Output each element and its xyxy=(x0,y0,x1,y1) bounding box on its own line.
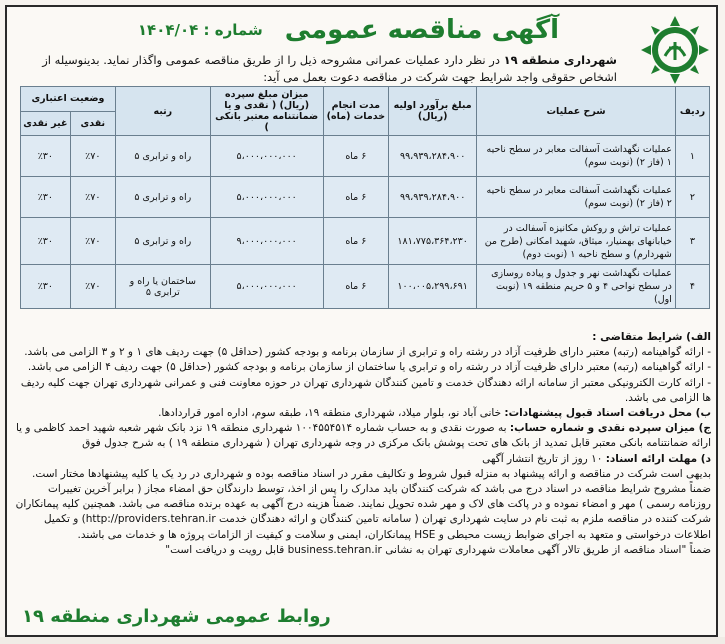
business-link[interactable]: business.tehran.ir xyxy=(287,543,382,556)
title-row xyxy=(80,10,617,50)
section-c-heading: ج) میزان سپرده نقدی و شماره حساب: xyxy=(509,422,711,435)
main-paragraph xyxy=(14,467,711,543)
section-b-text: خانی آباد نو، بلوار میلاد، شهرداری منطقه ۱۹، طبقه سوم، اداره امور قراردادها. xyxy=(158,407,505,420)
cell-deposit: ۵،۰۰۰،۰۰۰،۰۰۰ xyxy=(210,136,323,177)
cell-row-no: ۴ xyxy=(675,265,709,309)
cell-description: عملیات نگهداشت آسفالت معابر در سطح ناحیه ۲ (فاز ۲) (نوبت سوم) xyxy=(477,177,676,218)
ad-number: شماره : ۱۴۰۴/۰۴ xyxy=(137,21,263,39)
cell-rank: ساختمان یا راه و ترابری ۵ xyxy=(115,265,210,309)
tender-table xyxy=(20,86,710,309)
providers-link[interactable]: http://providers.tehran.ir xyxy=(85,513,216,526)
cell-rank: راه و ترابری ۵ xyxy=(115,218,210,265)
table-row xyxy=(21,177,710,218)
section-d-text: ۱۰ روز از تاریخ انتشار آگهی xyxy=(482,452,606,465)
section-a-item: - ارائه کارت الکترونیکی معتبر از سامانه ارائه دهندگان خدمت و تامین کنندگان شهرداری تهران در حوزه معاونت فنی و عمرانی شهرداری تهران جهت کلیه ردیف ها الزامی می باشد. xyxy=(20,376,711,404)
cell-deposit: ۵،۰۰۰،۰۰۰،۰۰۰ xyxy=(210,265,323,309)
cell-rank: راه و ترابری ۵ xyxy=(115,177,210,218)
tehran-municipality-logo-icon xyxy=(639,14,711,86)
cell-cash: ٪۷۰ xyxy=(70,265,115,309)
header-cash: نقدی xyxy=(70,111,115,136)
header-row-no: ردیف xyxy=(675,87,709,136)
cell-estimate: ۹۹،۹۳۹،۲۸۴،۹۰۰ xyxy=(389,177,477,218)
cell-deposit: ۵،۰۰۰،۰۰۰،۰۰۰ xyxy=(210,177,323,218)
section-d xyxy=(14,452,711,467)
section-a-item: - ارائه گواهینامه (رتبه) معتبر دارای ظرفیت آزاد در رشته راه و ترابری یا ساختمان از سازمان برنامه و بودجه کشور (حداقل ۵) جهت ردیف ۴ الزامی می باشد. xyxy=(27,361,711,374)
section-b-heading: ب) محل دریافت اسناد قبول پیشنهادات: xyxy=(504,407,711,420)
bottom-band xyxy=(0,637,725,644)
cell-non-cash: ٪۳۰ xyxy=(21,265,71,309)
cell-non-cash: ٪۳۰ xyxy=(21,136,71,177)
cell-row-no: ۱ xyxy=(675,136,709,177)
section-d-heading: د) مهلت ارائه اسناد: xyxy=(605,452,711,465)
cell-description: عملیات نگهداشت آسفالت معابر در سطح ناحیه ۱ (فاز ۲) (نوبت سوم) xyxy=(477,136,676,177)
cell-duration: ۶ ماه xyxy=(323,218,388,265)
last-paragraph xyxy=(14,543,711,558)
intro-paragraph xyxy=(16,52,617,86)
cell-description: عملیات تراش و روکش مکانیزه آسفالت در خیابانهای بهمنیار، میثاق، شهید امکانی (طرح من شهردارم) و سطح ناحیه ۱ (نوبت دوم) xyxy=(477,218,676,265)
cell-description: عملیات نگهداشت نهر و جدول و پیاده روسازی در سطح نواحی ۴ و ۵ حریم منطقه ۱۹ (نوبت اول) xyxy=(477,265,676,309)
section-a-item: - ارائه گواهینامه (رتبه) معتبر دارای ظرفیت آزاد در رشته راه و ترابری از سازمان برنامه و بودجه کشور (حداقل ۵) جهت ردیف های ۱ و ۲ و ۳ الزامی می باشد. xyxy=(24,346,711,359)
cell-cash: ٪۷۰ xyxy=(70,218,115,265)
public-relations-signature: روابط عمومی شهرداری منطقه ۱۹ xyxy=(22,606,331,627)
header-deposit: میزان مبلغ سپرده (ریال) ( نقدی و یا ضمانتنامه معتبر بانکی ) xyxy=(210,87,323,136)
section-c-text: به صورت نقدی و به حساب شماره ۱۰۰۴۵۵۴۵۱۴ شهرداری منطقه ۱۹ نزد بانک شهر شعبه شهید احمد کاظمی و یا ارائه ضمانتنامه بانکی معتبر قابل تمدید از بانک های تحت پوشش بانک مرکزی در وجه شهرداری تهران ( شهرداری منطقه ۱۹ ) به شرح جدول فوق xyxy=(15,422,711,450)
intro-text: در نظر دارد عملیات عمرانی مشروحه ذیل را از طریق مناقصه عمومی واگذار نماید. بدینوسیله از اشخاص حقوقی واجد شرایط جهت شرکت در مناقصه دعوت بعمل می آید: xyxy=(42,53,617,84)
header-duration: مدت انجام خدمات (ماه) xyxy=(323,87,388,136)
main-paragraph-end: ) و تکمیل اطلاعات درخواستی و متعهد به اجرای ضوابط زیست محیطی و HSE پیمانکاران، ایمنی و سلامت و کیفیت از الزامات پروژه ها و خدمات می باشند. xyxy=(43,513,711,541)
header-rank: رتبه xyxy=(115,87,210,136)
cell-row-no: ۲ xyxy=(675,177,709,218)
last-suffix: قابل رویت و دریافت است" xyxy=(165,543,288,556)
cell-estimate: ۱۸۱،۷۷۵،۳۶۴،۲۳۰ xyxy=(389,218,477,265)
section-a-heading: الف) شرایط متقاضی : xyxy=(592,331,711,343)
cell-row-no: ۳ xyxy=(675,218,709,265)
cell-rank: راه و ترابری ۵ xyxy=(115,136,210,177)
cell-non-cash: ٪۳۰ xyxy=(21,218,71,265)
table-row xyxy=(21,136,710,177)
cell-duration: ۶ ماه xyxy=(323,136,388,177)
header-credit: وضعیت اعتباری xyxy=(21,87,116,112)
table-row xyxy=(21,265,710,309)
last-prefix: ضمناً "اسناد مناقصه از طریق تالار آگهی معاملات شهرداری تهران به نشانی xyxy=(381,543,711,556)
cell-cash: ٪۷۰ xyxy=(70,136,115,177)
main-paragraph-text: بدیهی است شرکت در مناقصه و ارائه پیشنهاد به منزله قبول شروط و تکالیف مقرر در اسناد مناقصه بوده و شهرداری در رد یک یا کلیه پیشنهادها مختار است. ضمناً مشروح شرایط مناقصه در اسناد درج می باشد که شرکت کنندگان باید مدارک را پس از اخذ، توسط دارندگان حق امضاء مجاز ( برابر آخرین تغییرات روزنامه رسمی ) مهر و امضاء نموده و در پاکت های لاک و مهر شده تحویل نمایند. ضمناً هزینه درج آگهی به عهده برنده مناقصه می باشد. همچنین کلیه پیمانکاران شرکت کننده در مناقصه ملزم به ثبت نام در سایت شهرداری تهران ( سامانه تامین کنندگان و ارائه دهندگان خدمت xyxy=(15,467,711,526)
cell-deposit: ۹،۰۰۰،۰۰۰،۰۰۰ xyxy=(210,218,323,265)
cell-cash: ٪۷۰ xyxy=(70,177,115,218)
header-estimate: مبلغ برآورد اولیه (ریال) xyxy=(389,87,477,136)
header-description: شرح عملیات xyxy=(477,87,676,136)
cell-estimate: ۱۰۰،۰۰۵،۲۹۹،۶۹۱ xyxy=(389,265,477,309)
intro-bold: شهرداری منطقه ۱۹ xyxy=(503,53,617,67)
cell-estimate: ۹۹،۹۳۹،۲۸۴،۹۰۰ xyxy=(389,136,477,177)
conditions-body xyxy=(14,330,711,558)
section-b xyxy=(14,406,711,421)
cell-duration: ۶ ماه xyxy=(323,265,388,309)
table-row xyxy=(21,218,710,265)
ad-title: آگهی مناقصه عمومی xyxy=(284,15,560,45)
section-c xyxy=(14,421,711,451)
header-non-cash: غیر نقدی xyxy=(21,111,71,136)
cell-duration: ۶ ماه xyxy=(323,177,388,218)
cell-non-cash: ٪۳۰ xyxy=(21,177,71,218)
